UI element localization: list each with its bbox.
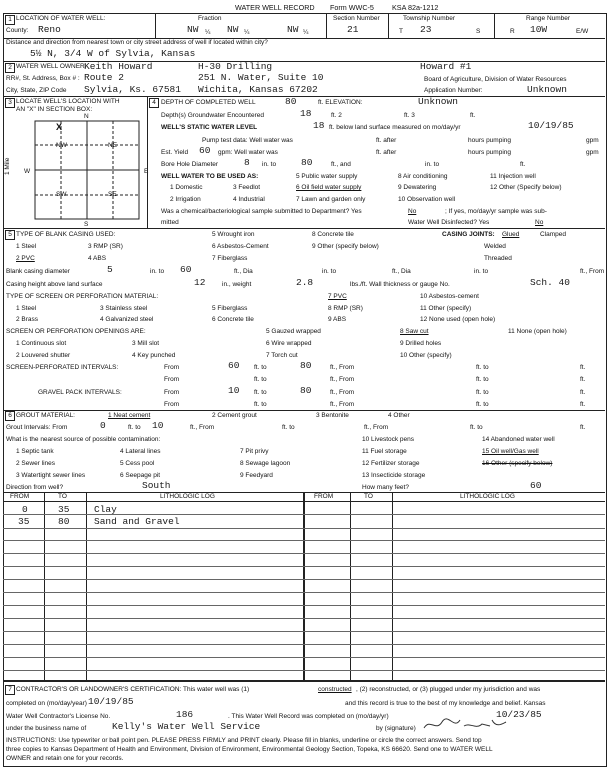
distance-value[interactable]: 5½ N, 3/4 W of Sylvia, Kansas [30,48,196,59]
record-date[interactable]: 10/23/85 [496,709,542,720]
grout-neat-cement[interactable]: 1 Neat cement [108,412,151,419]
bore-ft: ft. [520,161,526,168]
openings-label: SCREEN OR PERFORATION OPENINGS ARE: [6,328,146,335]
city-label: City, State, ZIP Code [6,87,67,94]
log-to-header-right: TO [364,493,373,500]
grout-to-label: ft. to [128,424,141,431]
log-row-2-from[interactable]: 35 [18,516,30,527]
screen-steel[interactable]: 1 Steel [16,305,37,312]
static-level-value[interactable]: 18 [313,120,325,131]
perf2-to-label: ft. to [254,376,267,383]
chem-sample-rest: ; If yes, mo/day/yr sample was sub- [445,208,547,215]
open-continuous[interactable]: 1 Continuous slot [16,340,67,347]
section-7-number: 7 [5,685,15,695]
yield-after: ft. after [376,149,397,156]
depth-value[interactable]: 80 [285,96,297,107]
address-value[interactable]: Route 2 [84,72,124,83]
contam-oil-well[interactable]: 15 Oil well/Gas well [482,448,539,455]
use-oil-field[interactable]: 6 Oil field water supply [296,184,362,191]
bore-to-label: in. to [262,161,277,168]
perf1-from-label: From [164,364,180,371]
application-label: Application Number: [424,87,483,94]
casing-label: TYPE OF BLANK CASING USED: [16,231,116,238]
contam-feedyard[interactable]: 9 Feedyard [240,472,273,479]
signature-image[interactable] [420,714,510,734]
form-number: Form WWC-5 [330,3,374,12]
instructions-line-1: INSTRUCTIONS: Use typewriter or ball point pen. PLEASE PRESS FIRMLY and PRINT clearly. Please fill in blanks, underline or circle the correct answers. Send top [6,737,482,744]
cert-rest: , (2) reconstructed, or (3) plugged under my jurisdiction and was [356,686,541,693]
gravel2-to2: ft. to [476,401,489,408]
casing-other[interactable]: 9 Other (specify below) [312,243,379,250]
use-injection[interactable]: 11 Injection well [490,173,536,180]
grout-intervals-label: Grout Intervals: From [6,424,68,431]
range-number[interactable]: 10W [530,24,548,35]
bore-to-2: in. to [425,161,440,168]
fraction-q2[interactable]: NW [227,24,239,35]
open-key[interactable]: 4 Key punched [132,352,176,359]
instructions-line-2: three copies to Kansas Department of Health and Environment, Division of Environment, Environmental Geology Section, Topeka, KS 66620. Send one to WATER WELL [6,746,493,753]
pump-hours: hours pumping [468,137,511,144]
township-prefix: T [399,28,403,35]
joints-threaded[interactable]: Threaded [484,255,512,262]
use-lawn[interactable]: 7 Lawn and garden only [296,196,366,203]
open-mill[interactable]: 3 Mill slot [132,340,160,347]
owner-company[interactable]: H-30 Drilling [198,61,273,72]
completed-label: completed on (mo/day/year) [6,700,87,707]
casing-rmp[interactable]: 3 RMP (SR) [88,243,123,250]
direction-label: Direction from well? [6,484,64,491]
west-label: W [24,168,31,175]
grout-cement[interactable]: 2 Cement grout [212,412,257,419]
diameter-in-to: in. to [322,268,337,275]
feet-label: How many feet? [362,484,409,491]
quarter-mark-1: ¼ [205,29,211,36]
license-label: Water Well Contractor's License No. [6,713,111,720]
board-label: Board of Agriculture, Division of Water Resources [424,76,567,83]
screen-stainless[interactable]: 3 Stainless steel [100,305,148,312]
screen-asbestos[interactable]: 10 Asbestos-cement [420,293,479,300]
contam-seepage[interactable]: 6 Seepage pit [120,472,161,479]
joints-welded[interactable]: Welded [484,243,506,250]
log-row-1-from[interactable]: 0 [22,504,28,515]
perf2-to2: ft. to [476,376,489,383]
contam-fertilizer[interactable]: 12 Fertilizer storage [362,460,420,467]
log-from-header: FROM [10,493,30,500]
business-label: under the business name of [6,725,87,732]
record-label: . This Water Well Record was completed on (mo/day/yr) [228,713,389,720]
screen-brass[interactable]: 2 Brass [16,316,39,323]
depth-label: DEPTH OF COMPLETED WELL [161,99,256,106]
perf1-to[interactable]: 80 [300,360,312,371]
gravel1-from2: ft., From [330,389,355,396]
groundwater-label: Depth(s) Groundwater Encountered [161,112,264,119]
contam-livestock[interactable]: 10 Livestock pens [362,436,415,443]
grout-from-2: ft., From [190,424,215,431]
locate-label-2: AN "X" IN SECTION BOX: [16,106,93,113]
casing-wrought[interactable]: 5 Wrought iron [212,231,255,238]
fraction-label: Fraction [198,15,222,22]
section-6-number: 6 [5,411,15,421]
use-other[interactable]: 12 Other (Specify below) [490,184,562,191]
casing-abs[interactable]: 4 ABS [88,255,107,262]
gravel-label: GRAVEL PACK INTERVALS: [38,389,122,396]
pump-gpm: gpm [586,137,599,144]
fraction-q3[interactable]: NW [287,24,299,35]
log-row-1-desc[interactable]: Clay [94,504,117,515]
contam-abandoned[interactable]: 14 Abandoned water well [482,436,555,443]
grout-bentonite[interactable]: 3 Bentonite [316,412,349,419]
ksa-reference: KSA 82a-1212 [392,3,439,12]
screen-label: TYPE OF SCREEN OR PERFORATION MATERIAL: [6,293,159,300]
well-name[interactable]: Howard #1 [420,61,472,72]
open-gauzed[interactable]: 5 Gauzed wrapped [266,328,321,335]
gravel1-from-label: From [164,389,180,396]
section-5-number: 5 [5,230,15,240]
distance-label: Distance and direction from nearest town or city street address of well if located within city? [6,39,268,46]
casing-steel[interactable]: 1 Steel [16,243,37,250]
nw-quadrant: NW [56,142,67,149]
diameter-dia-2: ft., Dia [392,268,411,275]
range-label: Range Number [526,15,571,22]
township-label: Township Number [403,15,456,22]
well-location-x: X [56,122,63,132]
pump-after: ft. after [376,137,397,144]
log-row-2-desc[interactable]: Sand and Gravel [94,516,180,527]
height-label: Casing height above land surface [6,281,103,288]
perf1-to-label: ft. to [254,364,267,371]
bore-label: Bore Hole Diameter [161,161,219,168]
diameter-value[interactable]: 5 [107,264,113,275]
south-label: S [84,221,89,228]
north-label: N [84,113,89,120]
license-value[interactable]: 186 [176,709,194,720]
gravel2-from-label: From [164,401,180,408]
static-level-label: WELL'S STATIC WATER LEVEL [161,124,258,131]
contam-watertight[interactable]: 3 Watertight sewer lines [16,472,86,479]
casing-pvc[interactable]: 2 PVC [16,255,35,262]
use-dewatering[interactable]: 9 Dewatering [398,184,437,191]
open-other[interactable]: 10 Other (specify) [400,352,452,359]
yield-label: Est. Yield [161,149,189,156]
screen-pvc[interactable]: 7 PVC [328,293,347,300]
diameter-in-to-2: in. to [474,268,489,275]
grout-other[interactable]: 4 Other [388,412,410,419]
perf1-to2: ft. to [476,364,489,371]
gravel2-from2: ft., From [330,401,355,408]
diameter-ft: ft., From [580,268,605,275]
screen-abs[interactable]: 9 ABS [328,316,347,323]
casing-asbestos[interactable]: 6 Asbestos-Cement [212,243,269,250]
groundwater-2-label: ft. 2 [331,112,342,119]
direction-value[interactable]: South [142,480,171,491]
yield-gpm: gpm [586,149,599,156]
static-date[interactable]: 10/19/85 [528,120,574,131]
log-header-left: LITHOLOGIC LOG [160,493,215,500]
address-2[interactable]: 251 N. Water, Suite 10 [198,72,324,83]
signature-label: by (signature) [376,725,416,732]
casing-concrete[interactable]: 8 Concrete tile [312,231,354,238]
perf2-from2: ft., From [330,376,355,383]
business-value[interactable]: Kelly's Water Well Service [112,721,261,732]
section-2-number: 2 [5,63,15,73]
elevation-value[interactable]: Unknown [418,96,458,107]
chem-sample-no[interactable]: No [408,208,417,215]
gauge-value[interactable]: Sch. 40 [530,277,570,288]
se-quadrant: SE [108,191,117,198]
perf2-from-label: From [164,376,180,383]
perf1-ft: ft. [580,364,586,371]
gravel1-ft: ft. [580,389,586,396]
perf2-ft: ft. [580,376,586,383]
open-drilled[interactable]: 9 Drilled holes [400,340,442,347]
static-level-desc: ft. below land surface measured on mo/day/yr [329,124,461,131]
log-row-2-to[interactable]: 80 [58,516,70,527]
contam-pit[interactable]: 7 Pit privy [240,448,269,455]
chem-sample-label: Was a chemical/bacteriological sample submitted to Department? Yes [161,208,362,215]
perforated-label: SCREEN-PERFORATED INTERVALS: [6,364,119,371]
perf1-from2: ft., From [330,364,355,371]
use-domestic[interactable]: 1 Domestic [170,184,203,191]
diameter-to: in. to [150,268,165,275]
gravel1-from[interactable]: 10 [228,385,240,396]
diameter-dia: ft., Dia [234,268,253,275]
contam-lateral[interactable]: 4 Lateral lines [120,448,161,455]
disinfected-no[interactable]: No [535,219,544,226]
bore-diameter[interactable]: 8 [244,157,250,168]
grout-to-2: ft. to [282,424,295,431]
weight-desc: lbs./ft. Wall thickness or gauge No. [350,281,450,288]
screen-none[interactable]: 12 None used (open hole) [420,316,496,323]
gravel2-ft: ft. [580,401,586,408]
address-label: RR#, St. Address, Box # : [6,75,80,82]
bore-and: ft., and [331,161,351,168]
pump-test-label: Pump test data: Well water was [202,137,293,144]
range-prefix: R [510,28,515,35]
open-saw-cut[interactable]: 8 Saw cut [400,328,429,335]
instructions-line-3: OWNER and retain one for your records. [6,755,124,762]
section-number[interactable]: 21 [347,24,359,35]
fraction-q1[interactable]: NW [187,24,199,35]
height-weight: in., weight [222,281,252,288]
use-observation[interactable]: 10 Observation well [398,196,456,203]
use-public[interactable]: 5 Public water supply [296,173,358,180]
contam-insecticide[interactable]: 13 Insecticide storage [362,472,426,479]
perf1-from[interactable]: 60 [228,360,240,371]
screen-other[interactable]: 11 Other (specify) [420,305,472,312]
use-industrial[interactable]: 4 Industrial [233,196,265,203]
log-row-1-to[interactable]: 35 [58,504,70,515]
grout-ft: ft. [580,424,586,431]
grout-to[interactable]: 10 [152,420,164,431]
gravel1-to[interactable]: 80 [300,385,312,396]
owner-label: WATER WELL OWNER: [16,63,87,70]
section-number-label: Section Number [333,15,380,22]
contamination-label: What is the nearest source of possible contamination: [6,436,161,443]
city-2[interactable]: Wichita, Kansas 67202 [198,84,318,95]
elevation-label: ft. ELEVATION: [318,99,363,106]
log-to-header: TO [58,493,67,500]
completed-rest: and this record is true to the best of my knowledge and belief. Kansas [345,700,546,707]
application-value[interactable]: Unknown [527,84,567,95]
quarter-mark-3: ¼ [303,29,309,36]
open-louvered[interactable]: 2 Louvered shutter [16,352,71,359]
use-irrigation[interactable]: 2 Irrigation [170,196,201,203]
contam-other[interactable]: 16 Other (specify below) [482,460,553,467]
screen-fiberglass[interactable]: 5 Fiberglass [212,305,248,312]
bore-depth[interactable]: 80 [301,157,313,168]
grout-from[interactable]: 0 [100,420,106,431]
open-torch[interactable]: 7 Torch cut [266,352,298,359]
diameter-label: Blank casing diameter [6,268,70,275]
contam-septic[interactable]: 1 Septic tank [16,448,54,455]
contam-cess[interactable]: 5 Cess pool [120,460,155,467]
joints-clamped[interactable]: Clamped [540,231,567,238]
log-header-right: LITHOLOGIC LOG [460,493,515,500]
east-label: E [144,168,149,175]
contam-lagoon[interactable]: 8 Sewage lagoon [240,460,291,467]
county-label: County: [6,27,29,34]
owner-value[interactable]: Keith Howard [84,61,153,72]
open-wire[interactable]: 6 Wire wrapped [266,340,312,347]
grout-label: GROUT MATERIAL: [16,412,75,419]
section-1-number: 1 [5,15,15,25]
ne-quadrant: NE [108,142,118,149]
casing-fiberglass[interactable]: 7 Fiberglass [212,255,248,262]
height-value[interactable]: 12 [194,277,206,288]
groundwater-1[interactable]: 18 [300,108,312,119]
mile-label: 1 Mile [4,157,11,175]
section-4-number: 4 [149,98,159,108]
yield-hours: hours pumping [468,149,511,156]
township-number[interactable]: 23 [420,24,432,35]
certification-label: CONTRACTOR'S OR LANDOWNER'S CERTIFICATION: This water well was (1) [16,686,250,693]
chem-mitted: mitted [161,219,179,226]
log-from-header-right: FROM [314,493,334,500]
township-suffix: S [476,28,481,35]
weight-value[interactable]: 2.8 [296,277,314,288]
yield-unit: gpm: Well water was [218,149,278,156]
open-none[interactable]: 11 None (open hole) [508,328,567,335]
form-title: WATER WELL RECORD [235,3,315,12]
locate-label-1: LOCATE WELL'S LOCATION WITH [16,98,120,105]
contam-sewer[interactable]: 2 Sewer lines [16,460,56,467]
range-suffix: E/W [576,28,589,35]
yield-value[interactable]: 60 [199,145,211,156]
sw-quadrant: SW [56,191,67,198]
disinfected-label: Water Well Disinfected? Yes [408,219,490,226]
screen-galvanized[interactable]: 4 Galvanized steel [100,316,154,323]
cert-constructed[interactable]: constructed [318,686,352,693]
section-3-number: 3 [5,98,15,108]
gravel1-to2: ft. to [476,389,489,396]
section-grid[interactable] [34,120,140,220]
location-label: LOCATION OF WATER WELL: [16,15,106,22]
screen-rmp[interactable]: 8 RMP (SR) [328,305,363,312]
use-air-conditioning[interactable]: 8 Air conditioning [398,173,448,180]
joints-glued[interactable]: Glued [502,231,520,238]
use-label: WELL WATER TO BE USED AS: [161,173,259,180]
contam-fuel[interactable]: 11 Fuel storage [362,448,407,455]
grout-to-3: ft. to [470,424,483,431]
gravel2-to-label: ft. to [254,401,267,408]
gravel1-to-label: ft. to [254,389,267,396]
completed-date[interactable]: 10/19/85 [88,696,134,707]
groundwater-3-label: ft. 3 [404,112,415,119]
use-feedlot[interactable]: 3 Feedlot [233,184,261,191]
county-value[interactable]: Reno [38,24,61,35]
diameter-depth[interactable]: 60 [180,264,192,275]
screen-concrete[interactable]: 6 Concrete tile [212,316,254,323]
feet-value[interactable]: 60 [530,480,542,491]
joints-label: CASING JOINTS: [442,231,495,238]
groundwater-ft: ft. [470,112,476,119]
grout-from-3: ft., From [364,424,389,431]
quarter-mark-2: ¼ [244,29,250,36]
city-value[interactable]: Sylvia, Ks. 67581 [84,84,181,95]
